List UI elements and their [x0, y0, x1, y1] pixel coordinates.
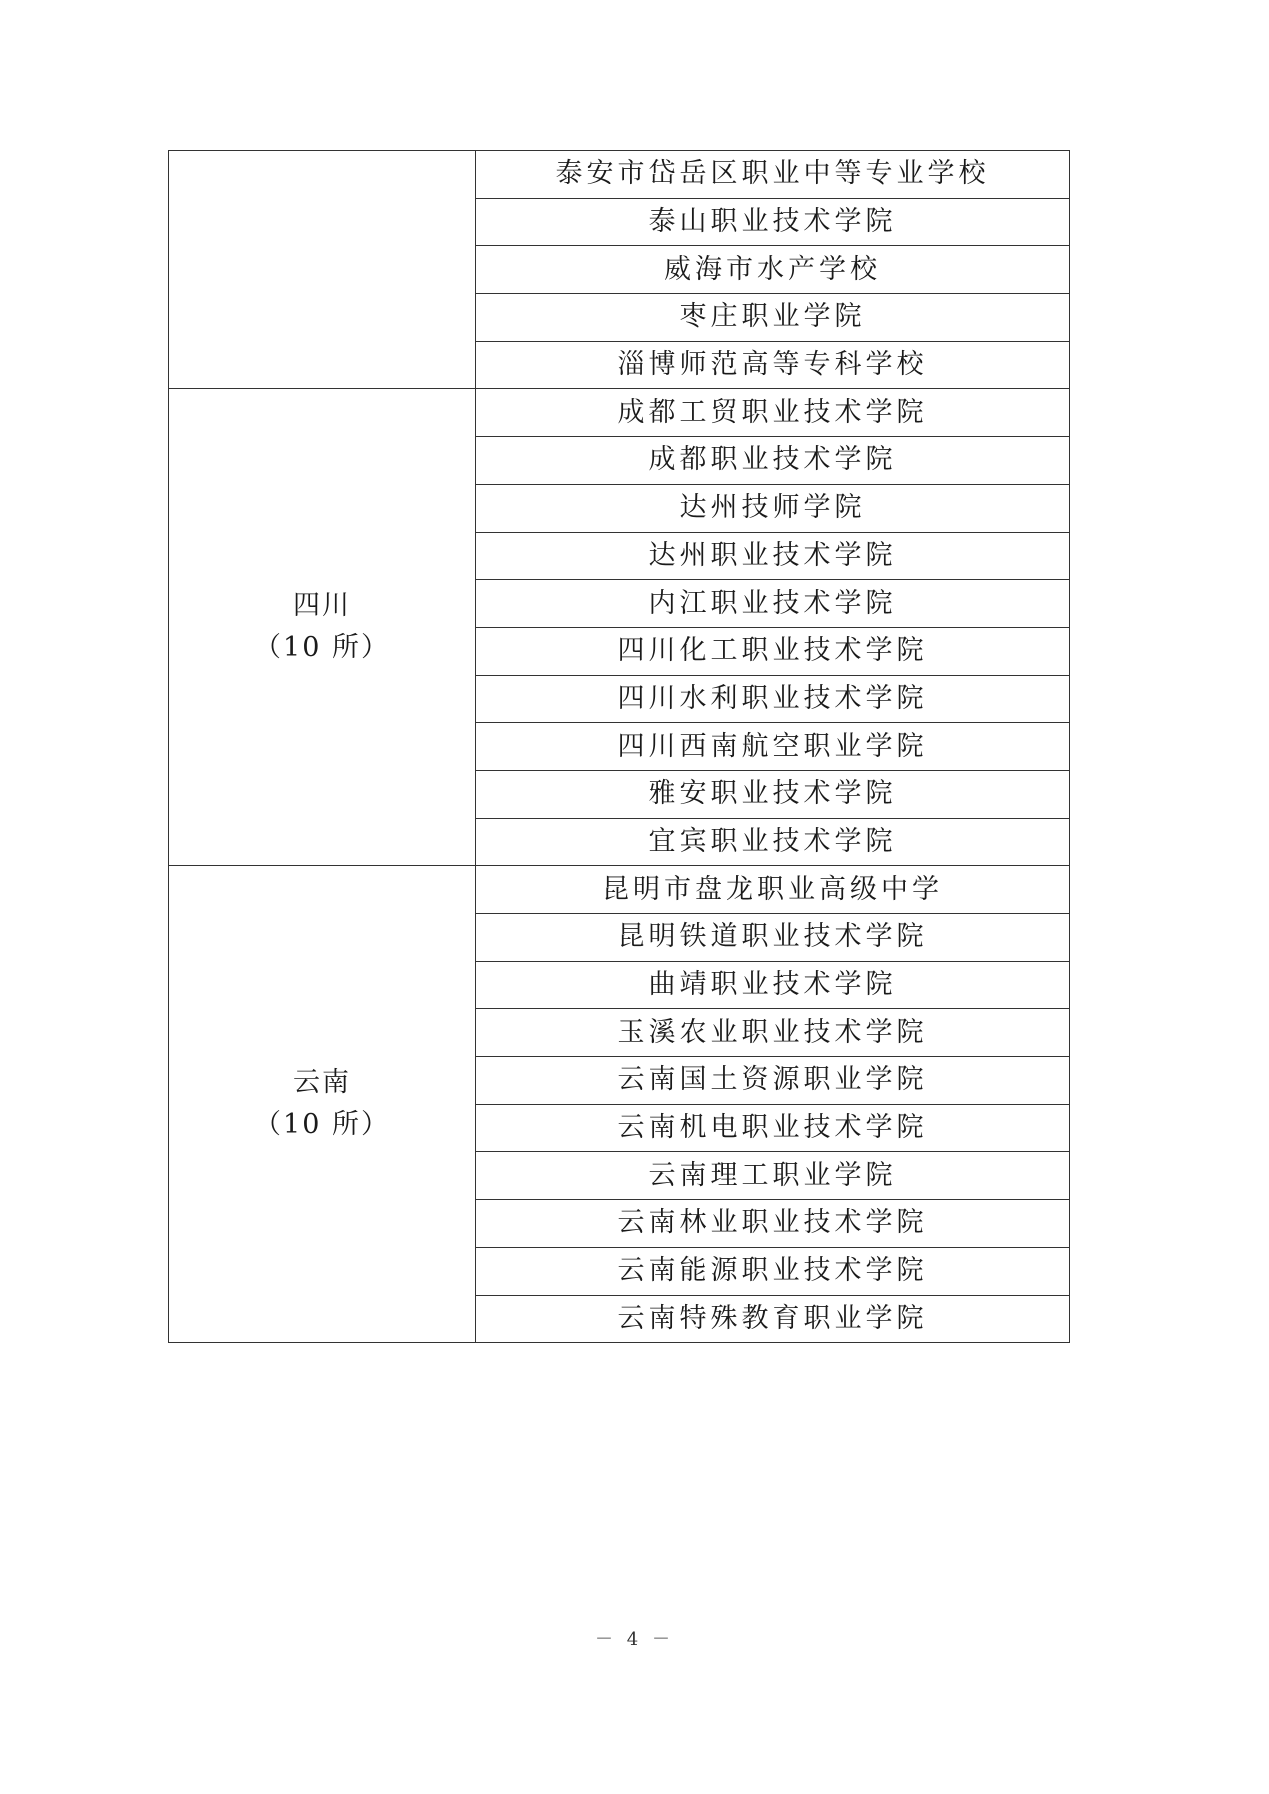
- school-name-cell: 云南机电职业技术学院: [476, 1104, 1070, 1152]
- school-name-cell: 云南特殊教育职业学院: [476, 1295, 1070, 1343]
- school-name-cell: 昆明铁道职业技术学院: [476, 914, 1070, 962]
- school-name-cell: 成都工贸职业技术学院: [476, 389, 1070, 437]
- school-name-cell: 枣庄职业学院: [476, 294, 1070, 342]
- table-row: [169, 389, 1070, 437]
- school-name-cell: 四川西南航空职业学院: [476, 723, 1070, 771]
- school-name-cell: 四川水利职业技术学院: [476, 675, 1070, 723]
- region-cell: [169, 151, 476, 389]
- school-name-cell: 达州职业技术学院: [476, 532, 1070, 580]
- page-number: － 4 －: [595, 1629, 674, 1650]
- region-cell: [169, 389, 476, 866]
- school-name-cell: 淄博师范高等专科学校: [476, 341, 1070, 389]
- school-name-cell: 威海市水产学校: [476, 246, 1070, 294]
- region-cell: [169, 866, 476, 1343]
- school-name-cell: 曲靖职业技术学院: [476, 961, 1070, 1009]
- school-name-cell: 泰安市岱岳区职业中等专业学校: [476, 151, 1070, 199]
- school-name-cell: 云南国土资源职业学院: [476, 1057, 1070, 1105]
- school-name-cell: 四川化工职业技术学院: [476, 627, 1070, 675]
- schools-table: [168, 150, 1070, 1343]
- school-name-cell: 昆明市盘龙职业高级中学: [476, 866, 1070, 914]
- school-name-cell: 成都职业技术学院: [476, 437, 1070, 485]
- school-name-cell: 内江职业技术学院: [476, 580, 1070, 628]
- school-name-cell: 雅安职业技术学院: [476, 770, 1070, 818]
- region-count: （10 所）: [254, 632, 390, 664]
- school-name-cell: 宜宾职业技术学院: [476, 818, 1070, 866]
- schools-table-body: [169, 151, 1070, 1343]
- school-name-cell: 云南林业职业技术学院: [476, 1200, 1070, 1248]
- region-name: 云南: [293, 1067, 351, 1099]
- table-row: [169, 866, 1070, 914]
- school-name-cell: 达州技师学院: [476, 484, 1070, 532]
- school-name-cell: 云南理工职业学院: [476, 1152, 1070, 1200]
- region-count: （10 所）: [254, 1109, 390, 1141]
- school-name-cell: 云南能源职业技术学院: [476, 1247, 1070, 1295]
- region-name: 四川: [293, 590, 351, 622]
- school-name-cell: 玉溪农业职业技术学院: [476, 1009, 1070, 1057]
- school-name-cell: 泰山职业技术学院: [476, 198, 1070, 246]
- table-row: [169, 151, 1070, 199]
